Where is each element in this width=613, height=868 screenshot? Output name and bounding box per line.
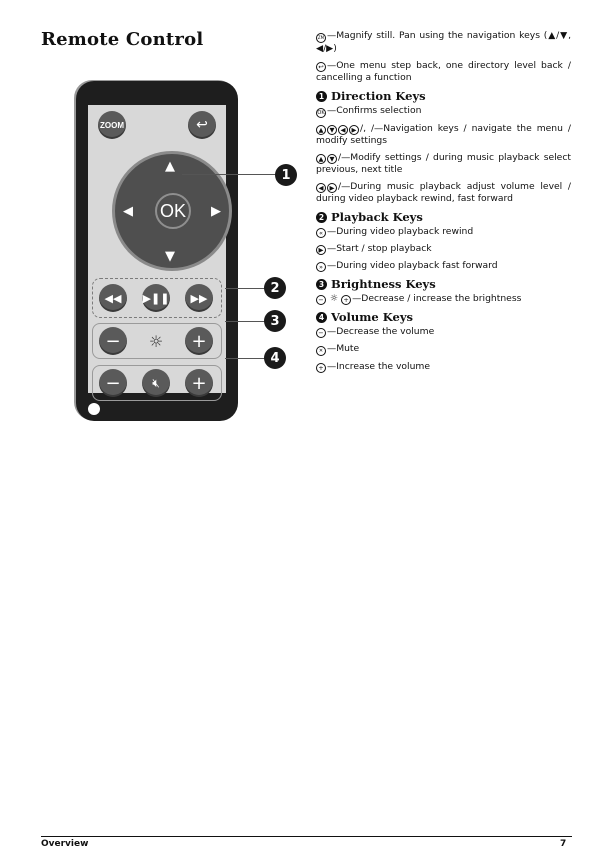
down-icon: ▼ [327, 154, 337, 164]
fast-forward-icon: » [316, 262, 326, 272]
plus-icon: + [341, 295, 351, 305]
brightness-item: − ☼ + —Decrease / increase the brightness [316, 293, 571, 305]
direction-item-updown: ▲ ▼ /—Modify settings / during music playback select previous, next title [316, 152, 571, 175]
playback-item-forward: » —During video playback fast forward [316, 260, 571, 272]
page-title: Remote Control [41, 29, 204, 50]
zoom-label: ZOOM [100, 120, 124, 130]
brightness-sun-icon: ☼ [148, 331, 164, 351]
rewind-icon: « [316, 228, 326, 238]
volume-item-mute: ✕ —Mute [316, 343, 571, 356]
intro-zoom: ZM —Magnify still. Pan using the navigation keys (▲/▼, ◀/▶) [316, 30, 571, 54]
volume-plus-icon: + [185, 369, 213, 397]
back-icon: ↩ [316, 62, 326, 72]
rewind-icon: ◀◀ [99, 284, 127, 312]
zoom-button [98, 111, 126, 139]
arrow-left-icon: ◀ [123, 204, 133, 219]
fast-forward-icon: ▶▶ [185, 284, 213, 312]
callout-2: 2 [264, 277, 286, 299]
remote-body [76, 81, 238, 421]
playback-item-play: ▶ —Start / stop playback [316, 243, 571, 255]
callout-1: 1 [275, 164, 297, 186]
direction-item-navigate: ▲ ▼ ◀ ▶ /, /—Navigation keys / navigate the menu / modify settings [316, 123, 571, 146]
arrow-right-icon: ▶ [211, 204, 221, 219]
minus-icon: − [316, 295, 326, 305]
arrow-up-icon: ▲ [165, 159, 175, 174]
plus-icon: + [316, 363, 326, 373]
right-icon: ▶ [349, 125, 359, 135]
left-icon: ◀ [338, 125, 348, 135]
volume-minus-icon: − [99, 369, 127, 397]
brightness-keys-heading: 3 Brightness Keys [316, 278, 571, 290]
direction-keys-heading: 1 Direction Keys [316, 90, 571, 102]
callout-4: 4 [264, 347, 286, 369]
volume-item-decrease: − —Decrease the volume [316, 326, 571, 338]
ok-button: OK [155, 193, 191, 229]
intro-back: ↩ —One menu step back, one directory level back / cancelling a function [316, 60, 571, 83]
volume-group [92, 365, 222, 401]
zoom-icon: ZM [316, 33, 326, 43]
volume-item-increase: + —Increase the volume [316, 361, 571, 373]
footer-section: Overview [41, 839, 89, 849]
arrow-down-icon: ▼ [165, 249, 175, 264]
back-icon: ↩ [188, 111, 216, 139]
up-icon: ▲ [316, 154, 326, 164]
remote-illustration [70, 75, 310, 435]
mute-icon: ✕ [316, 346, 326, 356]
playback-item-rewind: « —During video playback rewind [316, 226, 571, 238]
callout-3: 3 [264, 310, 286, 332]
play-pause-icon: ▶ [316, 245, 326, 255]
minus-icon: − [316, 328, 326, 338]
remote-face [88, 105, 226, 393]
play-pause-icon: ▶❚❚ [142, 284, 170, 312]
direction-pad [112, 151, 232, 271]
direction-item-leftright: ◀ ▶ /—During music playback adjust volume level / during video playback rewind, fast forward [316, 181, 571, 204]
power-indicator [88, 403, 100, 415]
right-icon: ▶ [327, 183, 337, 193]
left-icon: ◀ [316, 183, 326, 193]
brightness-minus-icon: − [99, 327, 127, 355]
brightness-plus-icon: + [185, 327, 213, 355]
ok-icon: OK [317, 110, 325, 116]
key-description-column [316, 30, 571, 378]
playback-group [92, 278, 222, 318]
mute-icon: 🔇︎ [142, 369, 170, 397]
page-number: 7 [560, 839, 567, 849]
direction-item-ok: OK —Confirms selection [317, 105, 422, 116]
callout-line-1 [182, 174, 277, 175]
volume-keys-heading: 4 Volume Keys [316, 311, 571, 323]
up-icon: ▲ [316, 125, 326, 135]
sun-icon: ☼ [329, 293, 339, 304]
down-icon: ▼ [327, 125, 337, 135]
playback-keys-heading: 2 Playback Keys [316, 211, 571, 223]
footer-rule [41, 836, 572, 837]
brightness-group [92, 323, 222, 359]
